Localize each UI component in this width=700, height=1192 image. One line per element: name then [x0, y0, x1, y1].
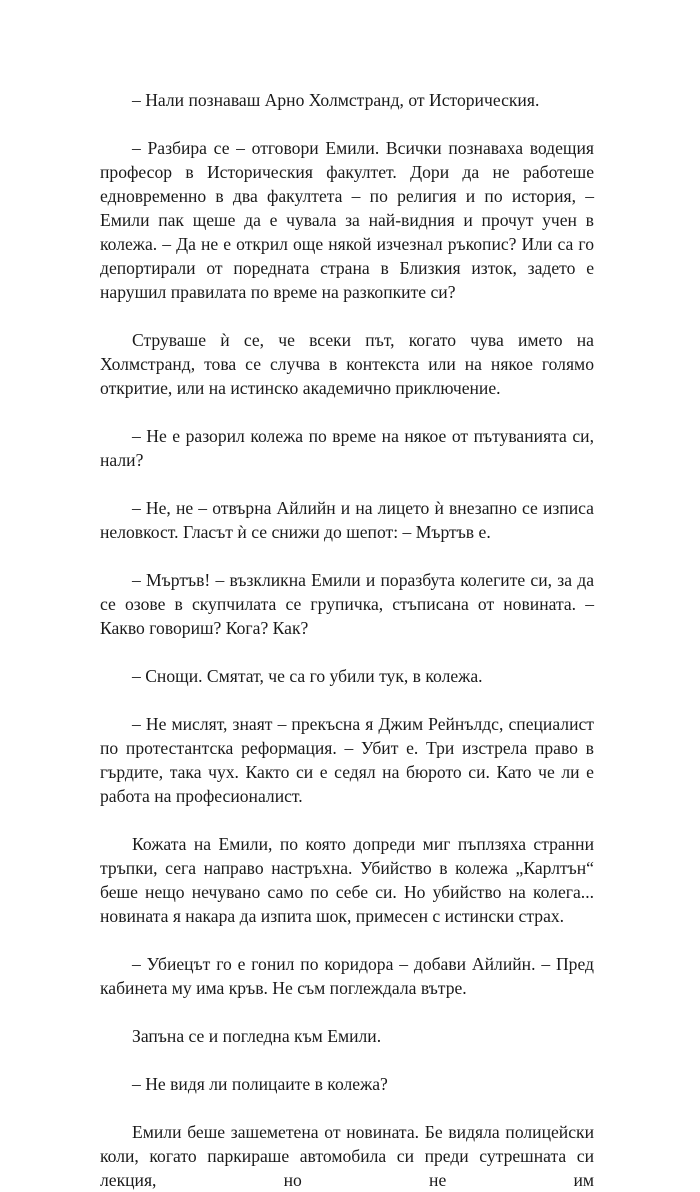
paragraph-6: – Мъртъв! – възкликна Емили и поразбута колегите си, за да се озове в скупчилата се групичка, стъписана от новината. – Какво говориш? Кога? Как? — [100, 570, 594, 638]
paragraph-4: – Не е разорил колежа по време на някое от пътуванията си, нали? — [100, 426, 594, 470]
paragraph-12: – Не видя ли полицаите в колежа? — [132, 1074, 388, 1094]
paragraph-10: – Убиецът го е гонил по коридора – добави Айлийн. – Пред кабинета му има кръв. Не съм поглеждала вътре. — [100, 954, 594, 998]
paragraph-11: Запъна се и погледна към Емили. — [132, 1026, 382, 1046]
paragraph-3: Струваше ѝ се, че всеки път, когато чува името на Холмстранд, това се случва в контекста или на някое голямо откритие, или на истинско академично приключение. — [100, 330, 594, 398]
paragraph-13: Емили беше зашеметена от новината. Бе видяла полицейски коли, когато паркираше автомобила си преди сутрешната си лекция, но не им — [100, 1122, 594, 1190]
paragraph-7: – Снощи. Смятат, че са го убили тук, в колежа. — [132, 666, 483, 686]
paragraph-2: – Разбира се – отговори Емили. Всички познаваха водещия професор в Историческия факултет. Дори да не работеше едновременно в два факултета – по религия и по история, – Емили пак щеше да е чувала за най-видния и прочут учен в колежа. – Да не е открил още някой изчезнал ръкопис? Или са го депортирали от поредната страна в Близкия изток, задето е нарушил правилата по време на разкопките си? — [100, 138, 594, 302]
paragraph-1: – Нали познаваш Арно Холмстранд, от Историческия. — [132, 90, 540, 110]
paragraph-9: Кожата на Емили, по която допреди миг пъплзяха странни тръпки, сега направо настръхна. Убийство в колежа „Карлтън“ беше нещо нечувано само по себе си. Но убийство на колега... новината я накара да изпита шок, примесен с истински страх. — [100, 834, 594, 926]
paragraph-5: – Не, не – отвърна Айлийн и на лицето ѝ внезапно се изписа неловкост. Гласът ѝ се снижи до шепот: – Мъртъв е. — [100, 498, 594, 542]
paragraph-8: – Не мислят, знаят – прекъсна я Джим Рейнълдс, специалист по протестантска реформация. – Убит е. Три изстрела право в гърдите, така чух. Както си е седял на бюрото си. Като че ли е работа на професионалист. — [100, 714, 594, 806]
